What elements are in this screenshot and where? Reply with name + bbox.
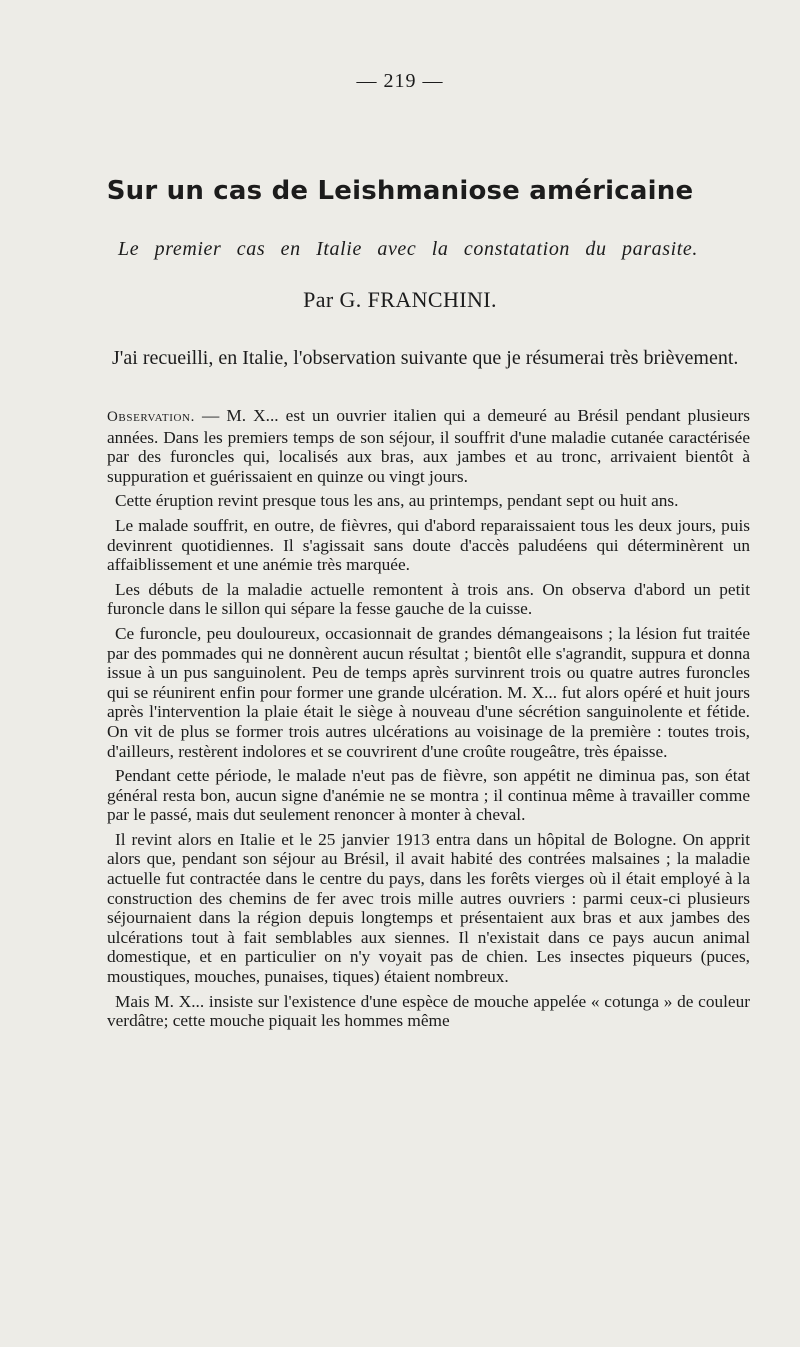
paragraph-observation [107, 406, 750, 486]
article-subtitle: Le premier cas en Italie avec la constatation du parasite. [118, 238, 698, 260]
paragraph: Les débuts de la maladie actuelle remontent à trois ans. On observa d'abord un petit furoncle dans le sillon qui sépare la fesse gauche de la cuisse. [107, 579, 750, 619]
page-number: — 219 — [356, 70, 444, 92]
observation-label: Observation. [107, 409, 195, 425]
paragraph: Le malade souffrit, en outre, de fièvres, qui d'abord reparaissaient tous les deux jours, puis devinrent quotidiennes. Il s'agissait sans doute d'accès paludéens qui déterminèrent un affaiblissement et une anémie très marquée. [107, 515, 750, 575]
paragraph: Mais M. X... insiste sur l'existence d'une espèce de mouche appelée « cotunga » de couleur verdâtre; cette mouche piquait les hommes même [107, 991, 750, 1031]
paragraph: Pendant cette période, le malade n'eut pas de fièvre, son appétit ne diminua pas, son état général resta bon, aucun signe d'anémie ne se montra ; il continua même à travailler comme par le passé, mais dut seulement renoncer à monter à cheval. [107, 766, 750, 825]
paragraph: Ce furoncle, peu douloureux, occasionnait de grandes démangeaisons ; la lésion fut traitée par des pommades qui ne donnèrent aucun résultat ; bientôt elle s'agrandit, suppura et donna issue à un pus sanguinolent. Peu de temps après survinrent trois ou quatre autres furoncles qui se réunirent enfin pour former une grande ulcération. M. X... fut alors opéré et huit jours après l'intervention la plaie était le siège à nouveau d'une sécrétion sanguinolente et fétide. On vit de plus se former trois autres ulcérations au voisinage de la première : toutes trois, d'ailleurs, restèrent indolores et se couvrirent d'une croûte rougeâtre, très épaisse. [107, 623, 750, 761]
article-title: Sur un cas de Leishmaniose américaine [106, 176, 694, 206]
article-body [107, 406, 750, 1036]
article-author: Par G. FRANCHINI. [303, 287, 497, 312]
paragraph: Cette éruption revint presque tous les ans, au printemps, pendant sept ou huit ans. [115, 491, 679, 511]
paragraph: Il revint alors en Italie et le 25 janvier 1913 entra dans un hôpital de Bologne. On apprit alors que, pendant son séjour au Brésil, il avait habité des contrées malsaines ; la maladie actuelle fut contractée dans le centre du pays, dans les forêts vierges où il était employé à la construction des chemins de fer avec trois mille autres ouvriers : parmi ceux-ci plusieurs séjournaient dans la région depuis longtemps et présentaient aux bras et aux jambes des ulcérations tout à fait semblables aux siennes. Il n'existait dans ce pays aucun animal domestique, et en particulier on n'y voyait pas de chien. Les insectes piqueurs (puces, moustiques, mouches, punaises, tiques) étaient nombreux. [107, 829, 750, 987]
intro-paragraph: J'ai recueilli, en Italie, l'observation suivante que je résumerai très brièvement. [112, 347, 739, 369]
observation-text: — M. X... est un ouvrier italien qui a demeuré au Brésil pendant plusieurs années. Dans les premiers temps de son séjour, il souffrit d'une maladie cutanée caractérisée par des furoncles qui, localisés aux bras, aux jambes et au tronc, arrivaient bientôt à suppuration et guérissaient en quinze ou vingt jours. [107, 406, 750, 486]
